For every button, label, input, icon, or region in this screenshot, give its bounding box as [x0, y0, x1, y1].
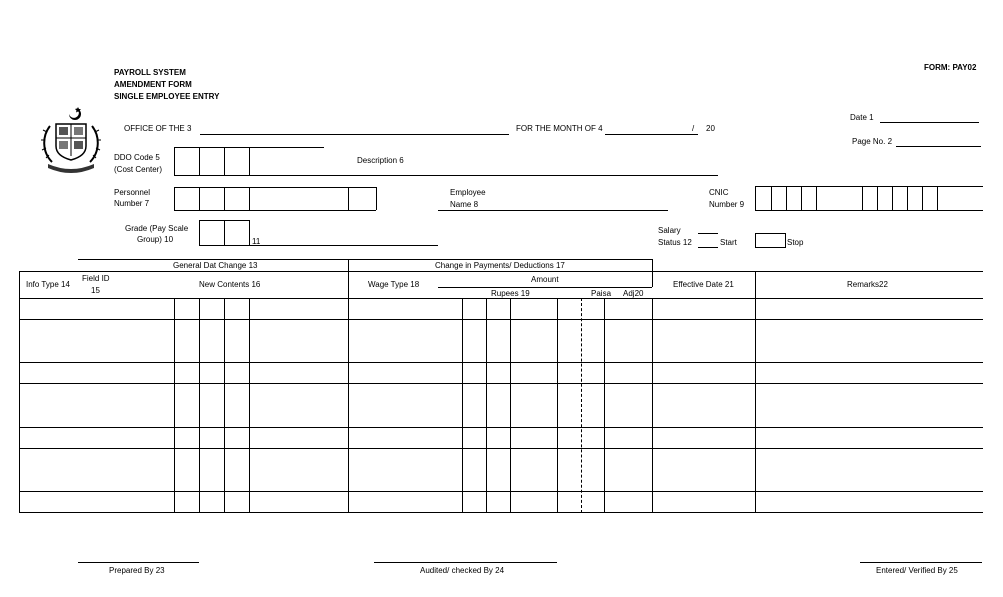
employee-name-field[interactable]	[438, 210, 668, 211]
table-row[interactable]	[19, 427, 983, 428]
personnel-cell-1[interactable]	[174, 187, 175, 210]
new-contents-header: New Contents 16	[199, 280, 261, 289]
prepared-by-label: Prepared By 23	[109, 566, 165, 575]
stop-box[interactable]	[755, 233, 786, 248]
cnic-number-label: Number 9	[709, 200, 745, 209]
ddo-cell-2[interactable]	[224, 147, 225, 175]
cnic-cell[interactable]	[937, 186, 938, 210]
month-field[interactable]	[605, 134, 698, 135]
remarks-header: Remarks22	[847, 280, 888, 289]
cost-center-label: (Cost Center)	[114, 165, 163, 174]
month-slash: /	[692, 124, 695, 133]
date-label: Date 1	[850, 113, 874, 122]
grade-group-label: Group) 10	[137, 235, 174, 244]
form-title-system: PAYROLL SYSTEM	[114, 68, 186, 77]
start-label: Start	[720, 238, 737, 247]
cnic-cell[interactable]	[801, 186, 802, 210]
table-row[interactable]	[19, 319, 983, 320]
wage-type-header: Wage Type 18	[368, 280, 420, 289]
entered-by-line[interactable]	[860, 562, 982, 563]
field-id-number: 15	[91, 286, 100, 295]
cnic-cell[interactable]	[786, 186, 787, 210]
personnel-cell-4[interactable]	[249, 187, 250, 210]
page-number-field[interactable]	[896, 146, 981, 147]
salary-label: Salary	[658, 226, 681, 235]
table-row[interactable]	[19, 448, 983, 449]
stop-label: Stop	[787, 238, 804, 247]
month-label: FOR THE MONTH OF 4	[516, 124, 603, 133]
year-prefix: 20	[706, 124, 715, 133]
personnel-cell-5[interactable]	[348, 187, 349, 210]
ddo-cell-1[interactable]	[199, 147, 200, 175]
start-box[interactable]	[698, 247, 718, 248]
cnic-cell[interactable]	[862, 186, 863, 210]
table-row[interactable]	[19, 362, 983, 363]
office-field[interactable]	[200, 134, 509, 135]
grade-cell-1[interactable]	[199, 220, 200, 245]
table-row[interactable]	[19, 512, 983, 513]
personnel-number-label: Number 7	[114, 199, 150, 208]
form-title-single-entry: SINGLE EMPLOYEE ENTRY	[114, 92, 220, 101]
office-label: OFFICE OF THE 3	[124, 124, 192, 133]
rupees-header: Rupees 19	[491, 289, 530, 298]
field-id-header: Field ID	[82, 274, 110, 283]
ddo-cell-3[interactable]	[249, 147, 250, 175]
cnic-cell[interactable]	[816, 186, 817, 210]
general-data-header: General Dat Change 13	[173, 261, 258, 270]
grade-cell-2[interactable]	[224, 220, 225, 245]
personnel-label: Personnel	[114, 188, 151, 197]
cnic-cell[interactable]	[877, 186, 878, 210]
state-emblem-icon	[38, 104, 104, 176]
prepared-by-line[interactable]	[78, 562, 199, 563]
audited-by-label: Audited/ checked By 24	[420, 566, 505, 575]
effective-date-header: Effective Date 21	[673, 280, 734, 289]
personnel-cell-2[interactable]	[199, 187, 200, 210]
adj-header: Adj20	[623, 289, 644, 298]
form-code: FORM: PAY02	[924, 63, 977, 72]
payments-header: Change in Payments/ Deductions 17	[435, 261, 565, 270]
audited-by-line[interactable]	[374, 562, 557, 563]
cnic-cell[interactable]	[892, 186, 893, 210]
employee-name-label: Name 8	[450, 200, 479, 209]
description-label: Description 6	[357, 156, 404, 165]
entered-by-label: Entered/ Verified By 25	[876, 566, 958, 575]
cnic-label: CNIC	[709, 188, 729, 197]
cnic-cell[interactable]	[922, 186, 923, 210]
date-field[interactable]	[880, 122, 979, 123]
cnic-cell[interactable]	[907, 186, 908, 210]
amount-header: Amount	[531, 275, 559, 284]
cnic-cell[interactable]	[771, 186, 772, 210]
salary-status-label: Status 12	[658, 238, 692, 247]
ddo-code-label: DDO Code 5	[114, 153, 160, 162]
table-row[interactable]	[19, 491, 983, 492]
paisa-header: Paisa	[591, 289, 612, 298]
form-title-amendment: AMENDMENT FORM	[114, 80, 192, 89]
info-type-header: Info Type 14	[26, 280, 70, 289]
table-row[interactable]	[19, 383, 983, 384]
grade-label: Grade (Pay Scale	[125, 224, 189, 233]
page-number-label: Page No. 2	[852, 137, 893, 146]
employee-label: Employee	[450, 188, 486, 197]
field-11-label: 11	[252, 237, 261, 246]
personnel-cell-3[interactable]	[224, 187, 225, 210]
ddo-bottom-line	[174, 175, 718, 176]
